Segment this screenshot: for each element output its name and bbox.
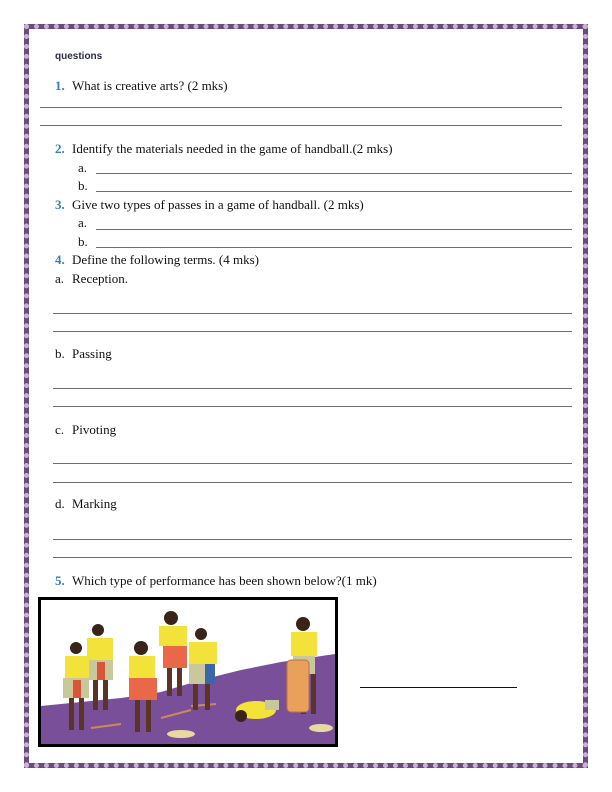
question-text: Define the following terms. (4 mks) <box>72 252 260 267</box>
term-passing <box>55 346 112 361</box>
question-text: Which type of performance has been shown below?(1 mk) <box>72 573 377 588</box>
question-1 <box>55 78 228 93</box>
question-number: 2. <box>55 141 65 156</box>
answer-line[interactable] <box>96 229 572 230</box>
term-marking <box>55 496 117 511</box>
answer-line[interactable] <box>40 107 562 108</box>
dancers-illustration-icon <box>41 600 335 744</box>
answer-line[interactable] <box>53 313 572 314</box>
answer-line[interactable] <box>53 557 572 558</box>
answer-line[interactable] <box>96 247 572 248</box>
question-number: 5. <box>55 573 65 588</box>
answer-line[interactable] <box>53 406 572 407</box>
term-text: Reception. <box>72 271 128 286</box>
question-number: 4. <box>55 252 65 267</box>
item-label: a. <box>78 160 88 175</box>
question-number: 3. <box>55 197 65 212</box>
answer-line[interactable] <box>53 331 572 332</box>
answer-line[interactable] <box>53 388 572 389</box>
answer-line[interactable] <box>53 482 572 483</box>
item-label: b. <box>78 178 88 193</box>
term-text: Marking <box>72 496 117 511</box>
term-text: Passing <box>72 346 112 361</box>
answer-line[interactable] <box>40 125 562 126</box>
answer-line[interactable] <box>360 687 517 688</box>
question-text: Identify the materials needed in the game of handball.(2 mks) <box>72 141 393 156</box>
term-label: d. <box>55 496 65 511</box>
question-2 <box>55 141 393 156</box>
answer-line[interactable] <box>53 463 572 464</box>
term-label: c. <box>55 422 65 437</box>
answer-line[interactable] <box>96 173 572 174</box>
term-text: Pivoting <box>72 422 117 437</box>
question-text: What is creative arts? (2 mks) <box>72 78 228 93</box>
question-4 <box>55 252 259 267</box>
term-reception <box>55 271 128 286</box>
question-3 <box>55 197 364 212</box>
question-number: 1. <box>55 78 65 93</box>
question-text: Give two types of passes in a game of handball. (2 mks) <box>72 197 364 212</box>
item-label: a. <box>78 215 88 230</box>
term-pivoting <box>55 422 116 437</box>
section-heading: questions <box>55 51 103 62</box>
question-5 <box>55 573 377 588</box>
answer-line[interactable] <box>53 539 572 540</box>
term-label: a. <box>55 271 65 286</box>
term-label: b. <box>55 346 65 361</box>
answer-line[interactable] <box>96 191 572 192</box>
performance-illustration <box>38 597 338 747</box>
item-label: b. <box>78 234 88 249</box>
